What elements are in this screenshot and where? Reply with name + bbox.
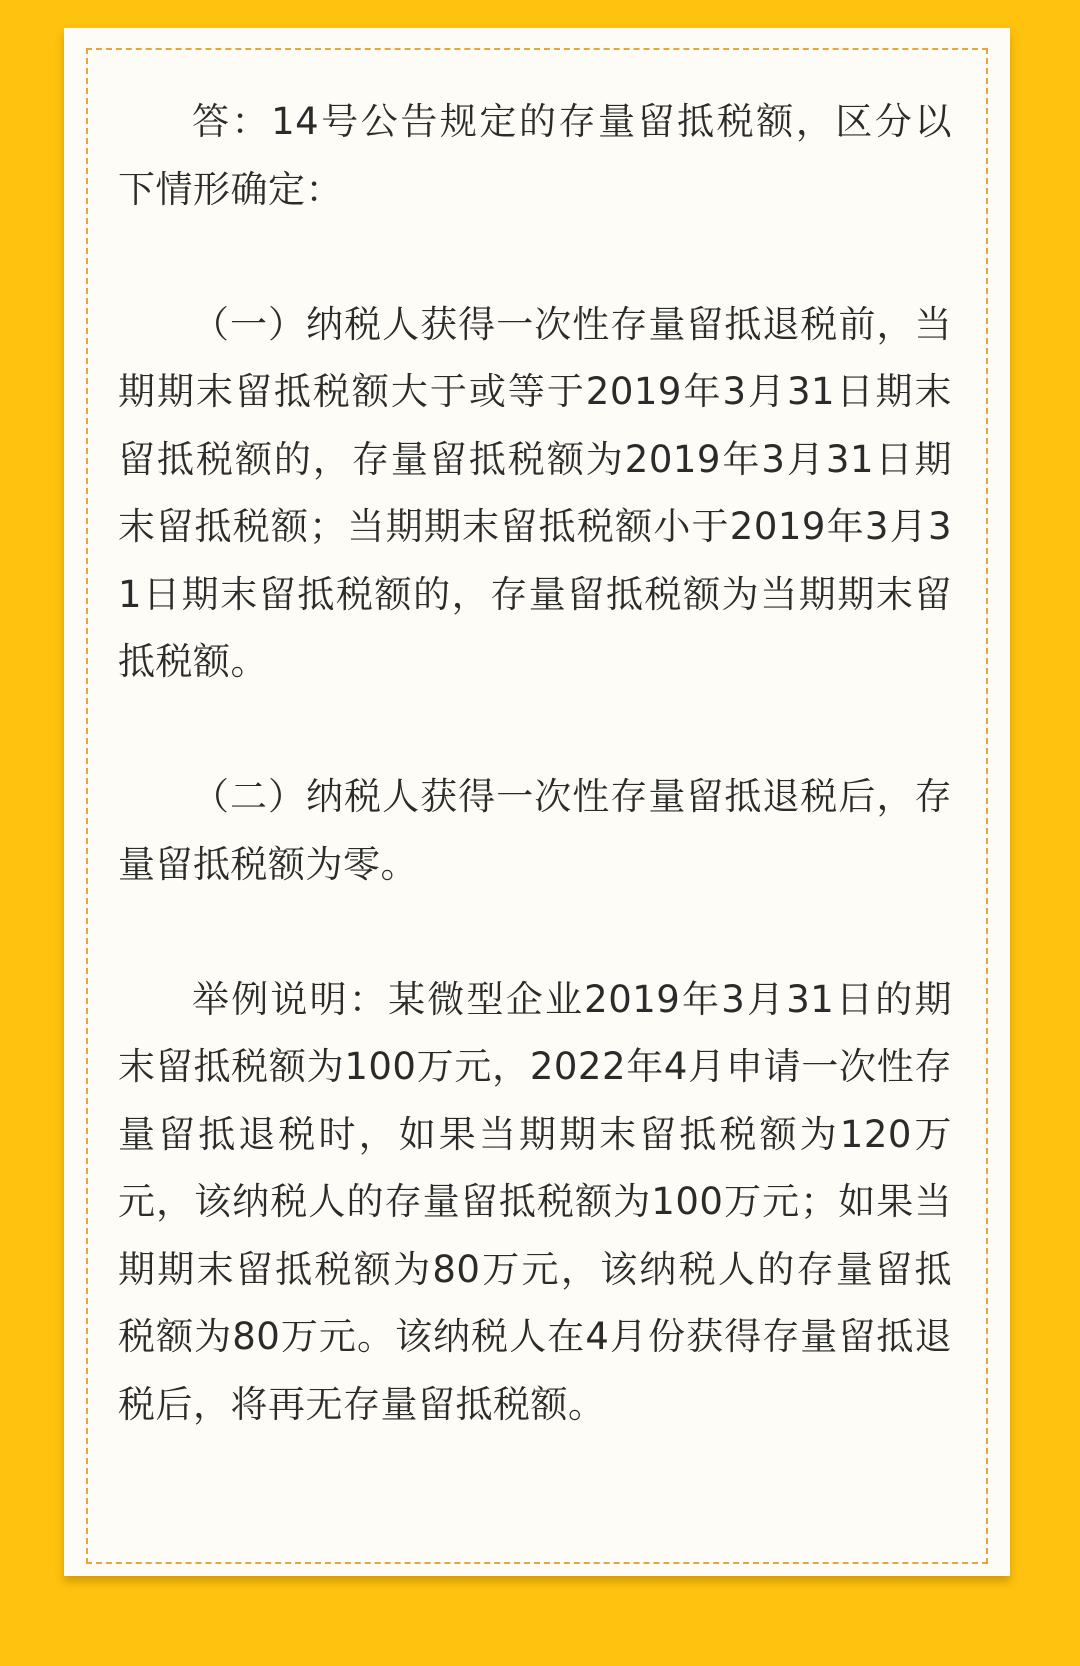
paragraph-spacer xyxy=(118,223,952,291)
article-body xyxy=(118,88,952,1438)
example-paragraph: 举例说明：某微型企业2019年3月31日的期末留抵税额为100万元，2022年4月申请一次性存量留抵退税时，如果当期期末留抵税额为120万元，该纳税人的存量留抵税额为100万元；如果当期期末留抵税额为80万元，该纳税人的存量留抵税额为80万元。该纳税人在4月份获得存量留抵退税后，将再无存量留抵税额。 xyxy=(118,977,952,1426)
answer-intro-paragraph: 答：14号公告规定的存量留抵税额，区分以下情形确定： xyxy=(118,100,952,211)
paragraph-spacer xyxy=(118,898,952,966)
case-one-paragraph: （一）纳税人获得一次性存量留抵退税前，当期期末留抵税额大于或等于2019年3月31日期末留抵税额的，存量留抵税额为2019年3月31日期末留抵税额；当期期末留抵税额小于2019年3月31日期末留抵税额的，存量留抵税额为当期期末留抵税额。 xyxy=(118,302,952,683)
case-two-paragraph: （二）纳税人获得一次性存量留抵退税后，存量留抵税额为零。 xyxy=(118,775,952,886)
content-card xyxy=(64,28,1010,1576)
paragraph-spacer xyxy=(118,696,952,764)
